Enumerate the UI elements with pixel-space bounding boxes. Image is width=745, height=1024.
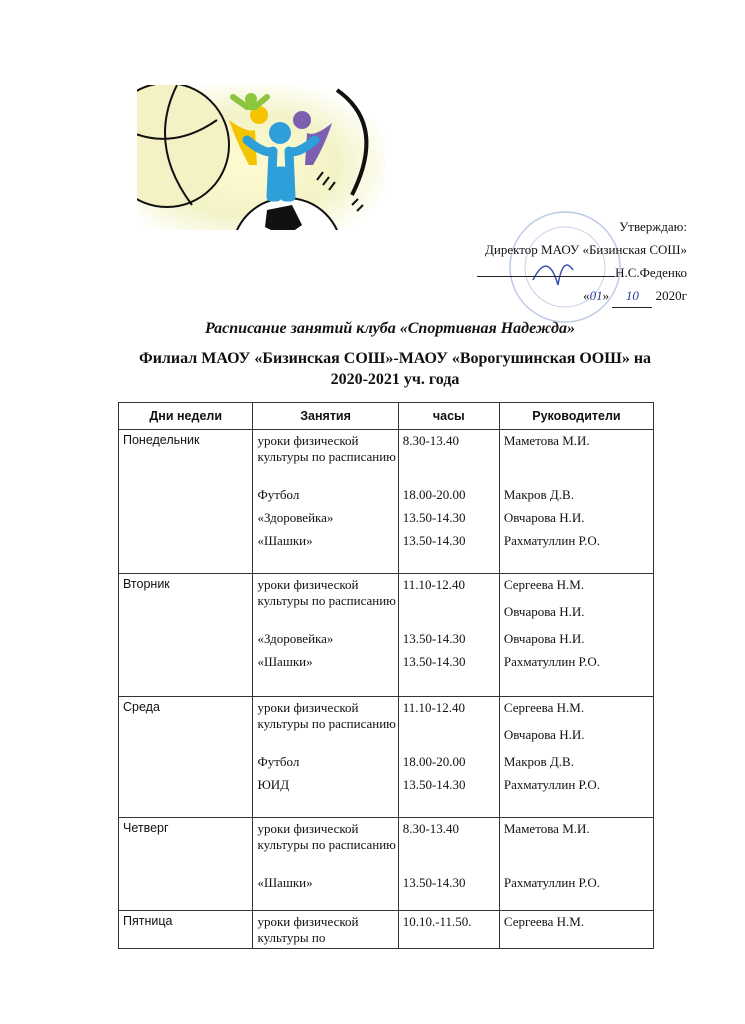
table-row <box>119 697 654 818</box>
leader-text: Овчарова Н.И. <box>503 604 585 619</box>
hours-cell <box>398 697 499 818</box>
hours-cell <box>398 430 499 574</box>
activities-cell <box>253 818 398 911</box>
hours-cell <box>398 911 499 949</box>
activity-text: уроки физической культуры по расписанию <box>257 577 396 608</box>
leader-text: Маметова М.И. <box>503 821 590 836</box>
time-text: 13.50-14.30 <box>402 510 466 525</box>
approval-date: «01» 10 2020г <box>387 284 687 308</box>
time-text: 8.30-13.40 <box>402 433 460 448</box>
activity-text: уроки физической культуры по расписанию <box>257 821 396 852</box>
leader-text: Сергеева Н.М. <box>503 700 585 715</box>
day-cell: Вторник <box>119 574 253 697</box>
club-schedule-title: Расписание занятий клуба «Спортивная Надежда» <box>205 320 575 337</box>
leader-text: Рахматуллин Р.О. <box>503 777 601 792</box>
club-logo <box>137 85 385 230</box>
hours-cell <box>398 574 499 697</box>
hours-cell <box>398 818 499 911</box>
leaders-cell <box>499 911 653 949</box>
table-header-row <box>119 403 654 430</box>
time-text: 8.30-13.40 <box>402 821 460 836</box>
activity-text: Футбол <box>257 754 300 769</box>
leader-text: Сергеева Н.М. <box>503 914 585 929</box>
time-text: 18.00-20.00 <box>402 754 466 769</box>
leader-text: Рахматуллин Р.О. <box>503 654 601 669</box>
director-name: Н.С.Феденко <box>615 265 687 280</box>
leader-text: Рахматуллин Р.О. <box>503 533 601 548</box>
activities-cell <box>253 697 398 818</box>
time-text: 11.10-12.40 <box>402 577 466 592</box>
activity-text: «Шашки» <box>257 654 313 669</box>
activity-text: «Шашки» <box>257 533 313 548</box>
activity-text: «Здоровейка» <box>257 510 334 525</box>
time-text: 13.50-14.30 <box>402 631 466 646</box>
header-days: Дни недели <box>119 403 253 430</box>
approval-block <box>387 215 687 308</box>
approve-label: Утверждаю: <box>619 219 687 234</box>
activity-text: «Шашки» <box>257 875 313 890</box>
leader-text: Овчарова Н.И. <box>503 510 585 525</box>
time-text: 13.50-14.30 <box>402 533 466 548</box>
date-year: 2020г <box>655 288 687 303</box>
activities-cell <box>253 574 398 697</box>
time-text: 13.50-14.30 <box>402 875 466 890</box>
leaders-cell <box>499 818 653 911</box>
day-cell: Понедельник <box>119 430 253 574</box>
date-day: 01 <box>589 288 603 303</box>
branch-title: Филиал МАОУ «Бизинская СОШ»-МАОУ «Ворогушинская ООШ» на 2020-2021 уч. года <box>138 350 652 388</box>
leader-text: Рахматуллин Р.О. <box>503 875 601 890</box>
leader-text: Овчарова Н.И. <box>503 631 585 646</box>
time-text: 13.50-14.30 <box>402 777 466 792</box>
activity-text: уроки физической культуры по расписанию <box>257 700 396 731</box>
day-cell: Среда <box>119 697 253 818</box>
activity-text: «Здоровейка» <box>257 631 334 646</box>
time-text: 13.50-14.30 <box>402 654 466 669</box>
day-cell: Пятница <box>119 911 253 949</box>
time-text: 11.10-12.40 <box>402 700 466 715</box>
date-month: 10 <box>612 284 652 308</box>
sports-logo-icon <box>137 85 385 230</box>
activities-cell <box>253 911 398 949</box>
time-text: 18.00-20.00 <box>402 487 466 502</box>
header-activities: Занятия <box>253 403 398 430</box>
leader-text: Макров Д.В. <box>503 487 574 502</box>
leader-text: Макров Д.В. <box>503 754 574 769</box>
table-row <box>119 574 654 697</box>
leaders-cell <box>499 430 653 574</box>
table-row <box>119 818 654 911</box>
schedule-table <box>118 402 654 949</box>
leader-text: Овчарова Н.И. <box>503 727 585 742</box>
activity-text: ЮИД <box>257 777 290 792</box>
signature-blank <box>477 264 615 277</box>
day-cell: Четверг <box>119 818 253 911</box>
leader-text: Маметова М.И. <box>503 433 590 448</box>
activity-text: Футбол <box>257 487 300 502</box>
time-text: 10.10.-11.50. <box>402 914 472 929</box>
leader-text: Сергеева Н.М. <box>503 577 585 592</box>
activity-text: уроки физической культуры по расписанию <box>257 433 396 464</box>
header-leaders: Руководители <box>499 403 653 430</box>
activity-text: уроки физической культуры по <box>257 914 359 945</box>
signature-line <box>387 261 687 284</box>
director-title: Директор МАОУ «Бизинская СОШ» <box>485 242 687 257</box>
header-hours: часы <box>398 403 499 430</box>
leaders-cell <box>499 697 653 818</box>
table-row <box>119 430 654 574</box>
leaders-cell <box>499 574 653 697</box>
activities-cell <box>253 430 398 574</box>
table-row <box>119 911 654 949</box>
